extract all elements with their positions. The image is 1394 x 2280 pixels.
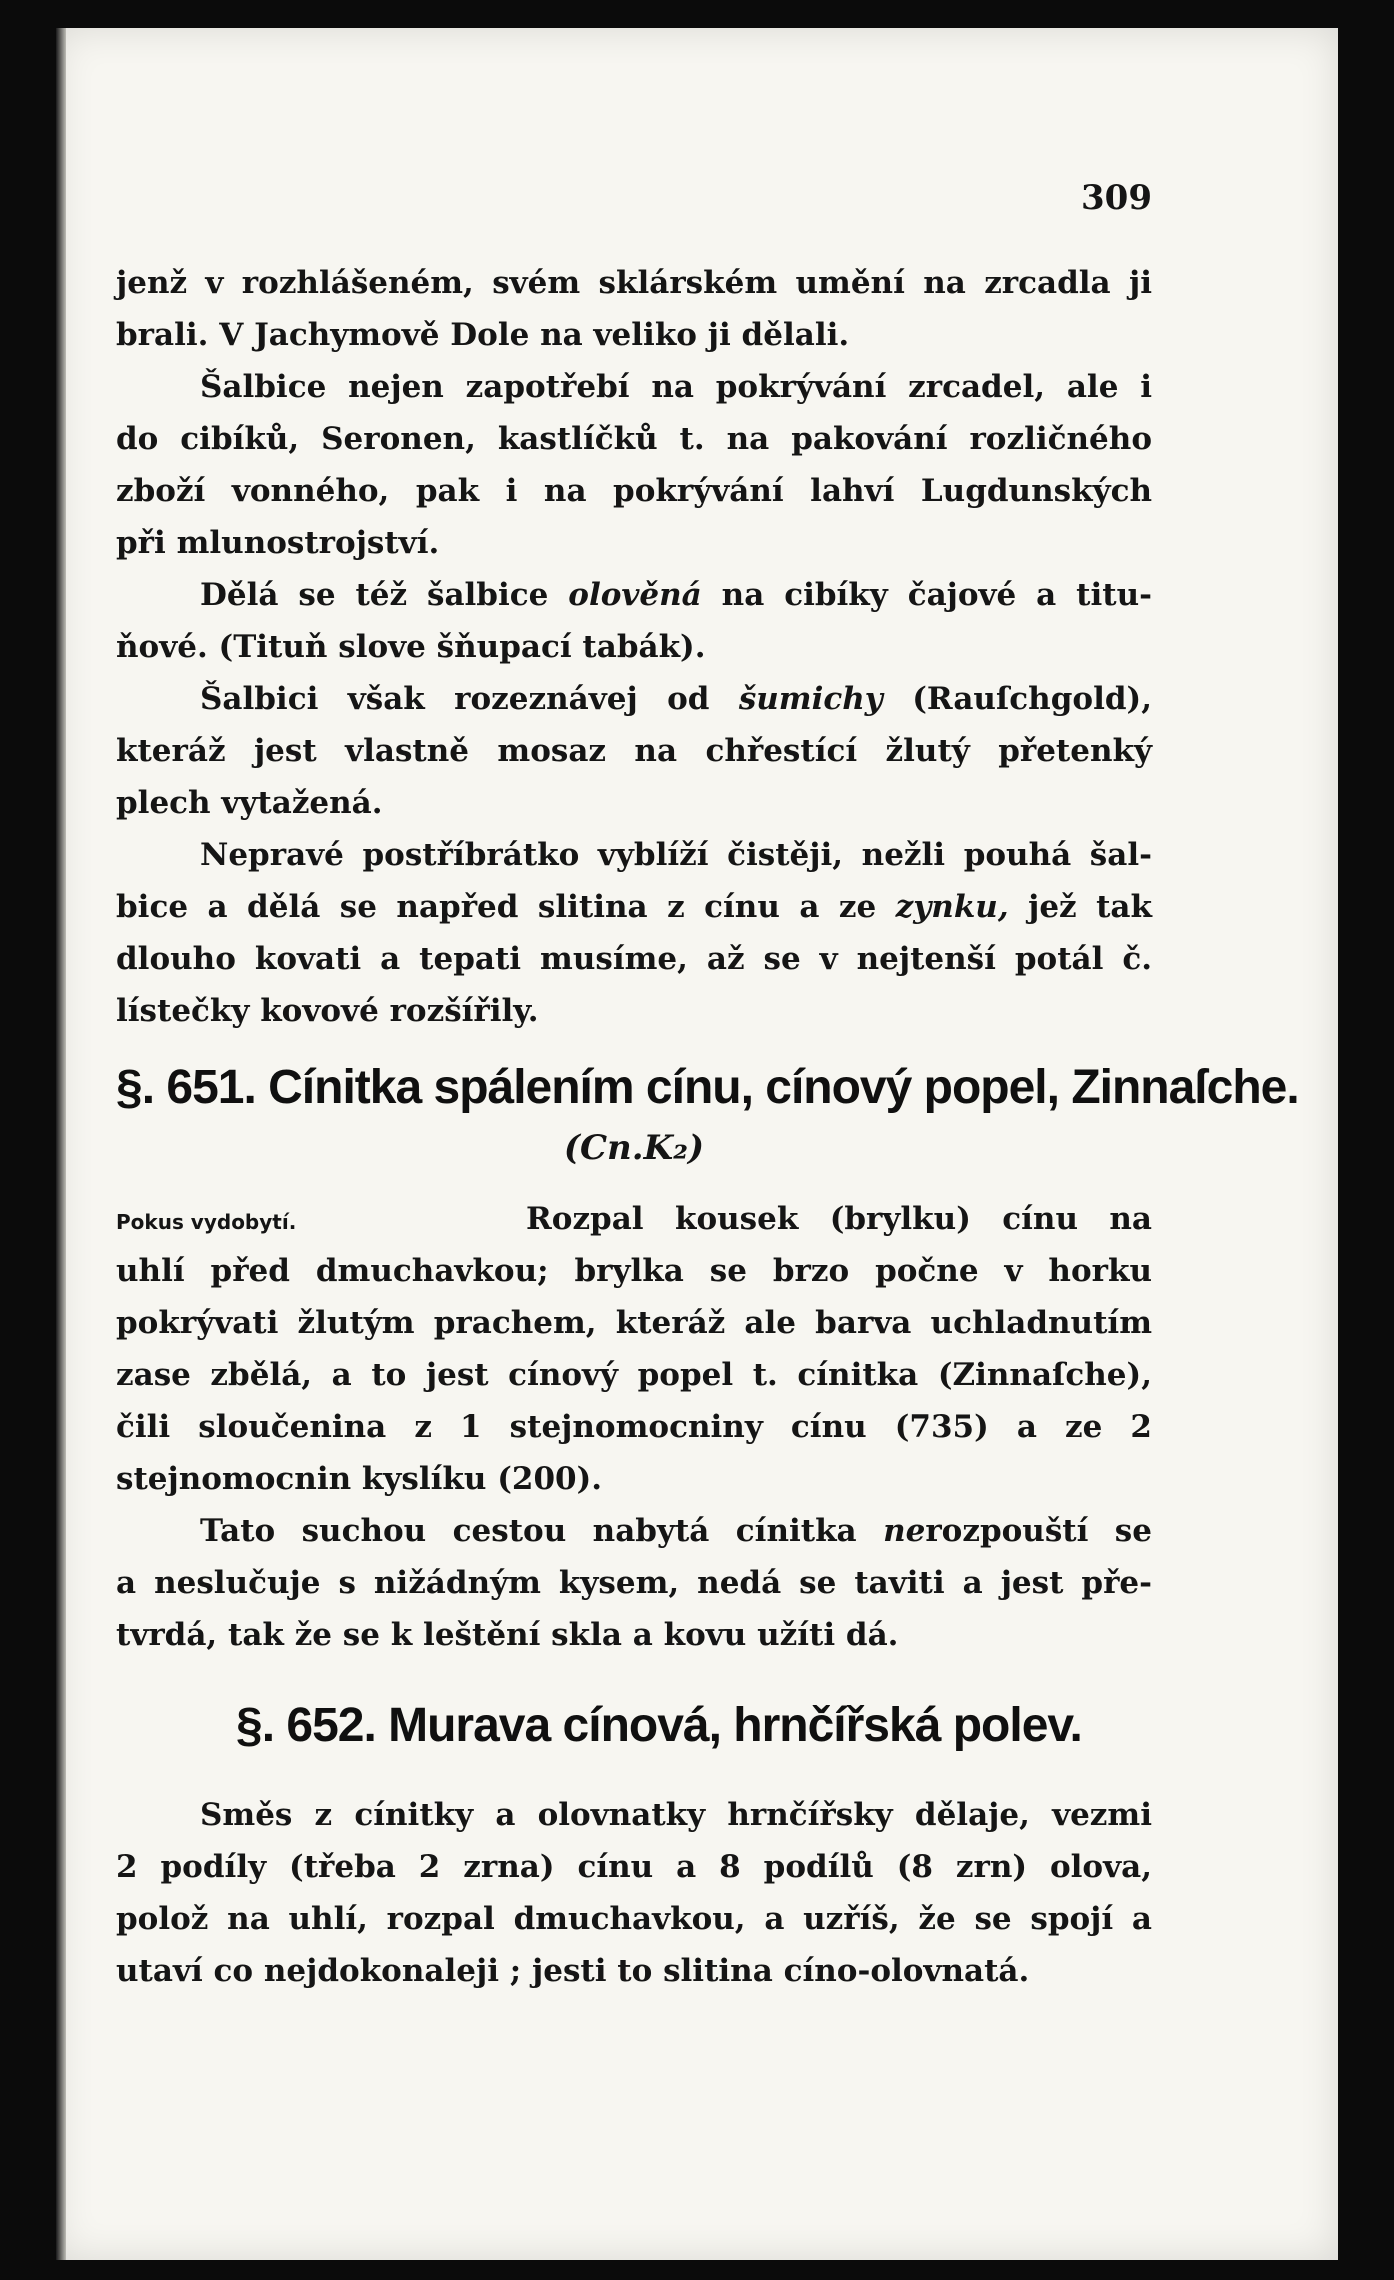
text-line: Rozpal kousek (brylku) cínu na (526, 1201, 1152, 1237)
text-line: a neslučuje s nižádným kysem, nedá se taviti a jest pře- (116, 1565, 1152, 1601)
page-edge (56, 28, 66, 2260)
text-line: při mlunostrojství. (116, 525, 440, 561)
text-line: utaví co nejdokonaleji ; jesti to slitina cíno-olovnatá. (116, 1953, 1030, 1989)
text-span: bice a dělá se napřed slitina z cínu a ze (116, 889, 896, 925)
section-heading: §. 652. Murava cínová, hrnčířská polev. (236, 1699, 1082, 1752)
italic-term: ne (883, 1513, 926, 1549)
text-line: 2 podíly (třeba 2 zrna) cínu a 8 podílů (8 zrn) olova, (116, 1849, 1152, 1885)
text-line: dlouho kovati a tepati musíme, až se v nejtenší potál č. (116, 941, 1152, 977)
page-number: 309 (1081, 178, 1152, 218)
text-line: čili sloučenina z 1 stejnomocniny cínu (735) a ze 2 (116, 1409, 1152, 1445)
italic-term: šumichy (738, 681, 883, 717)
chemical-formula: (Cn.K₂) (563, 1128, 705, 1168)
text-line: ňové. (Tituň slove šňupací tabák). (116, 629, 706, 665)
text-line: Nepravé postříbrátko vyblíží čistěji, nežli pouhá šal- (200, 837, 1152, 873)
text-line: kteráž jest vlastně mosaz na chřestící žlutý přetenký (116, 733, 1152, 769)
text-line: stejnomocnin kyslíku (200). (116, 1461, 603, 1497)
text-span: Tato suchou cestou nabytá cínitka (200, 1513, 884, 1549)
italic-term: olověná (568, 577, 702, 613)
text-span: na cibíky čajové a titu- (701, 577, 1152, 613)
text-line: pokrývati žlutým prachem, kteráž ale barva uchladnutím (116, 1305, 1152, 1341)
italic-term: zynku, (895, 889, 1009, 925)
text-line: plech vytažená. (116, 785, 383, 821)
text-line (116, 674, 1152, 724)
text-line (116, 570, 1152, 620)
text-span: Šalbici však rozeznávej od (200, 681, 739, 717)
label-text: Pokus vydobytí. (116, 1210, 297, 1234)
text-line (116, 882, 1152, 932)
text-line: zase zbělá, a to jest cínový popel t. cínitka (Zinnaſche), (116, 1357, 1152, 1393)
text-span: rozpouští se (925, 1513, 1152, 1549)
text-line: brali. V Jachymově Dole na veliko ji dělali. (116, 317, 850, 353)
text-line: polož na uhlí, rozpal dmuchavkou, a uzříš, že se spojí a (116, 1901, 1152, 1937)
text-span: (Rauſchgold), (882, 681, 1152, 717)
text-line: tvrdá, tak že se k leštění skla a kovu užíti dá. (116, 1617, 899, 1653)
text-line: lístečky kovové rozšířily. (116, 993, 539, 1029)
text-line: jenž v rozhlášeném, svém sklárském umění na zrcadla ji (116, 265, 1152, 301)
text-span: Dělá se též šalbice (200, 577, 569, 613)
text-line: do cibíků, Seronen, kastlíčků t. na pakování rozličného (116, 421, 1152, 457)
text-line: Šalbice nejen zapotřebí na pokrývání zrcadel, ale i (200, 369, 1152, 405)
text-line: Směs z cínitky a olovnatky hrnčířsky dělaje, vezmi (200, 1797, 1152, 1833)
paragraph-label (116, 1194, 366, 1244)
text-line: uhlí před dmuchavkou; brylka se brzo počne v horku (116, 1253, 1152, 1289)
text-line: zboží vonného, pak i na pokrývání lahví Lugdunských (116, 473, 1152, 509)
text-line (116, 1506, 1152, 1556)
section-heading: §. 651. Cínitka spálením cínu, cínový popel, Zinnaſche. (116, 1061, 1299, 1114)
text-span: jež tak (1008, 889, 1152, 925)
